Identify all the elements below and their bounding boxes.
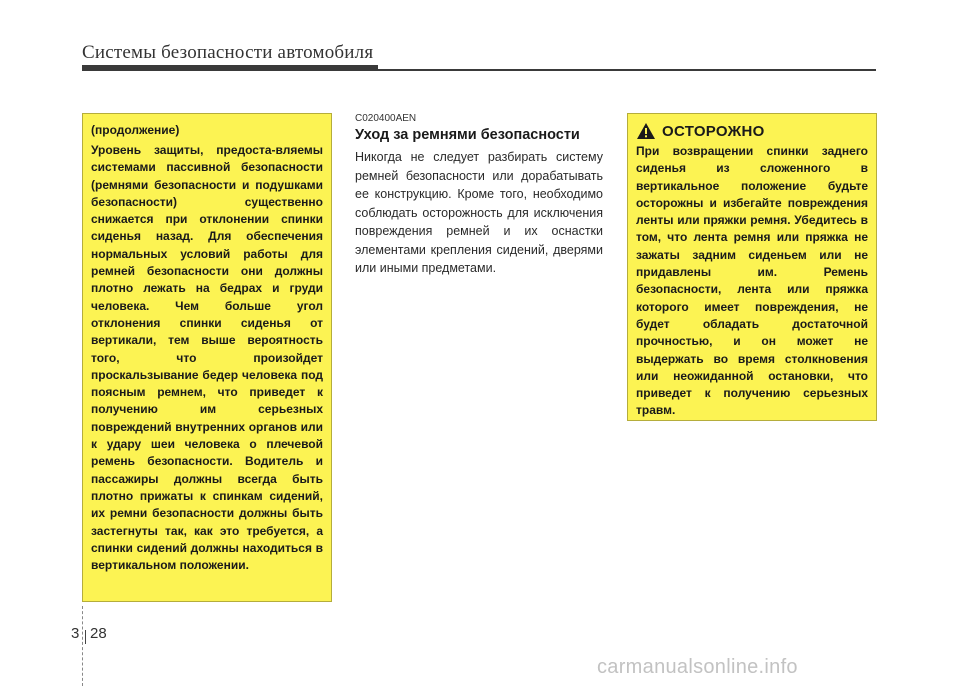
section-body: Никогда не следует разбирать систему ремней безопасности или дорабатывать ее конструкцию. Кроме того, необходимо соблюдать осторожность для исключения повреждения ремней и их оснастки элементами крепления сидений, дверями или иными предметами. <box>355 150 603 275</box>
warning-triangle-icon <box>636 122 656 140</box>
caution-title: ОСТОРОЖНО <box>662 122 765 140</box>
section-code: C020400AEN <box>355 113 417 124</box>
caution-text: При возвращении спинки заднего сиденья из сложенного в вертикальное положение будьте осторожны и избегайте повреждения ленты или пряжки ремня. Убедитесь в том, что лента ремня или пряжка не зажаты задним сиденьем или не придавлены им. Ремень безопасности, лента или пряжка которого имеет повреждения, не будет обладать достаточной прочностью, и он может не выдержать во время столкновения или неожиданной остановки, что приведет к получению серьезных травм. <box>636 144 868 418</box>
continuation-text: Уровень защиты, предоста-вляемы системами пассивной безопасности (ремнями безопасности и подушками безопасности) существенно снижается при отклонении спинки сиденья назад. Для обеспечения нормальных условий работы для ремней безопасности они должны плотно лежать на бедрах и груди человека. Чем больше угол отклонения спинки сиденья от вертикали, тем выше вероятность того, что произойдет проскальзывание бедер человека под поясным ремнем, что приведет к получению им серьезных повреждений внутренних органов или к удару шеи человека о плечевой ремень безопасности. Водитель и пассажиры должны всегда быть плотно прижаты к спинкам сидений, их ремни безопасности должны быть застегнуты так, как это требуется, а спинки сидений должны находиться в вертикальном положении. <box>91 143 323 573</box>
page-number: 28 <box>90 625 107 642</box>
continuation-heading: (продолжение) <box>91 123 180 137</box>
caution-header <box>636 122 868 140</box>
chapter-number: 3 <box>71 625 80 642</box>
page-header-title: Системы безопасности автомобиля <box>82 42 374 63</box>
margin-dashed-line <box>82 606 83 686</box>
watermark: carmanualsonline.info <box>597 656 798 678</box>
page-number-divider <box>85 630 86 644</box>
caution-panel <box>627 113 877 421</box>
continuation-panel <box>82 113 332 602</box>
section-title: Уход за ремнями безопасности <box>355 127 580 143</box>
header-rule <box>378 69 876 71</box>
header-bar <box>82 65 378 71</box>
